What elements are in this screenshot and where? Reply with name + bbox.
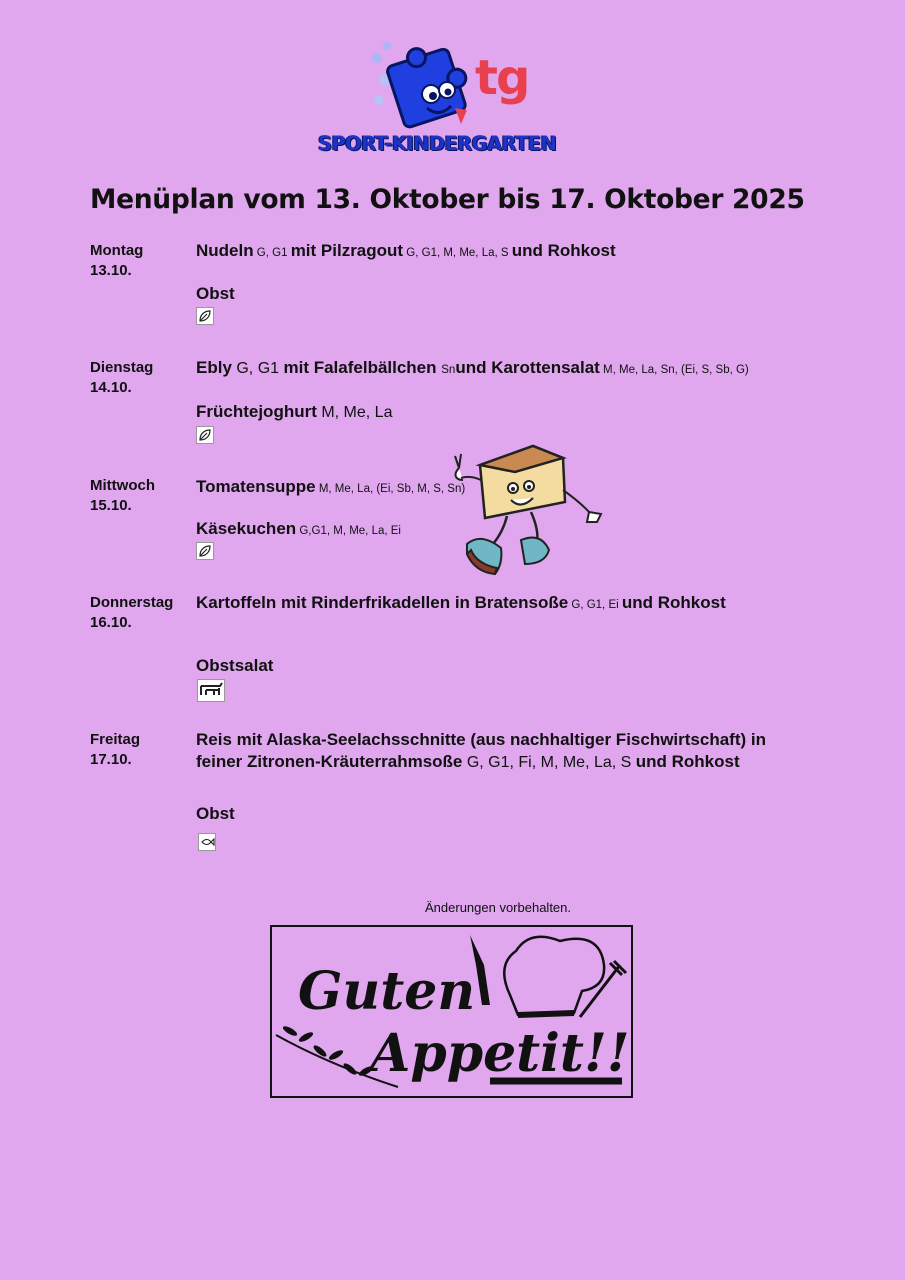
day-name: Mittwoch xyxy=(90,477,155,494)
main-dish-thursday xyxy=(196,592,726,616)
dish-name: Käsekuchen xyxy=(196,519,297,538)
page-title: Menüplan vom 13. Oktober bis 17. Oktober 2025 xyxy=(90,184,805,215)
allergen-codes: M, Me, La xyxy=(316,404,393,421)
dish-name: Obstsalat xyxy=(196,656,274,675)
dessert-friday xyxy=(196,803,235,825)
dish-name: Früchtejoghurt xyxy=(196,402,317,421)
allergen-codes: G, G1 xyxy=(231,360,284,377)
main-dish-wednesday xyxy=(196,476,465,500)
leaf-icon xyxy=(196,426,214,444)
dessert-tuesday xyxy=(196,401,392,424)
day-name: Donnerstag xyxy=(90,594,174,611)
dish-name: Obst xyxy=(196,284,235,303)
main-dish-tuesday xyxy=(196,357,749,381)
kindergarten-logo xyxy=(315,28,590,158)
dessert-wednesday xyxy=(196,518,401,542)
changes-reserved-note: Änderungen vorbehalten. xyxy=(425,900,572,915)
day-date: 14.10. xyxy=(90,378,132,396)
allergen-codes: M, Me, La, (Ei, Sb, M, S, Sn) xyxy=(315,483,466,495)
main-dish-friday-line1 xyxy=(196,729,766,751)
day-label-wednesday xyxy=(90,476,155,515)
dish-name: Tomatensuppe xyxy=(196,477,316,496)
allergen-codes: G, G1 xyxy=(253,247,291,259)
day-name: Freitag xyxy=(90,731,141,748)
main-dish-friday-line2 xyxy=(196,751,740,774)
allergen-codes: G, G1, Ei xyxy=(568,599,622,611)
appetit-text: Appetit!! xyxy=(370,1023,630,1084)
dish-name: Ebly xyxy=(196,358,232,377)
allergen-codes: G, G1, Fi, M, Me, La, S xyxy=(462,754,636,771)
guten-text: Guten xyxy=(298,961,476,1022)
day-date: 13.10. xyxy=(90,261,132,279)
dish-name: und Rohkost xyxy=(635,752,740,771)
dessert-thursday xyxy=(196,655,273,677)
dish-name: Nudeln xyxy=(196,241,254,260)
day-label-thursday xyxy=(90,593,173,632)
day-label-friday xyxy=(90,730,140,769)
day-label-monday xyxy=(90,241,143,280)
day-label-tuesday xyxy=(90,358,153,397)
dessert-monday xyxy=(196,283,235,305)
logo-brand-text: tg xyxy=(475,50,529,106)
dish-name: mit Pilzragout xyxy=(290,241,404,260)
cow-icon xyxy=(197,679,225,702)
dish-name: feiner Zitronen-Kräuterrahmsoße xyxy=(196,752,463,771)
dish-name: Reis mit Alaska-Seelachsschnitte (aus nachhaltiger Fischwirtschaft) in xyxy=(196,730,766,749)
day-name: Montag xyxy=(90,242,144,259)
allergen-codes: G, G1, M, Me, La, S xyxy=(403,247,512,259)
day-date: 15.10. xyxy=(90,496,132,514)
cheesecake-mascot-icon xyxy=(445,440,610,580)
leaf-icon xyxy=(196,542,214,560)
fish-icon xyxy=(198,833,216,851)
logo-name-text: SPORT-KINDERGARTEN xyxy=(318,132,557,155)
dish-name: und Karottensalat xyxy=(455,358,600,377)
allergen-codes: G,G1, M, Me, La, Ei xyxy=(296,525,401,537)
dish-name: und Rohkost xyxy=(621,593,726,612)
main-dish-monday xyxy=(196,240,616,264)
day-name: Dienstag xyxy=(90,359,154,376)
dish-name: Obst xyxy=(196,804,235,823)
guten-appetit-sign xyxy=(270,925,633,1098)
allergen-codes: M, Me, La, Sn, (Ei, S, Sb, G) xyxy=(599,364,749,376)
leaf-icon xyxy=(196,307,214,325)
dish-name: Kartoffeln mit Rinderfrikadellen in Bratensoße xyxy=(196,593,569,612)
dish-name: mit Falafelbällchen xyxy=(283,358,442,377)
day-date: 17.10. xyxy=(90,750,132,768)
allergen-codes: Sn xyxy=(441,364,456,376)
dish-name: und Rohkost xyxy=(511,241,616,260)
day-date: 16.10. xyxy=(90,613,132,631)
